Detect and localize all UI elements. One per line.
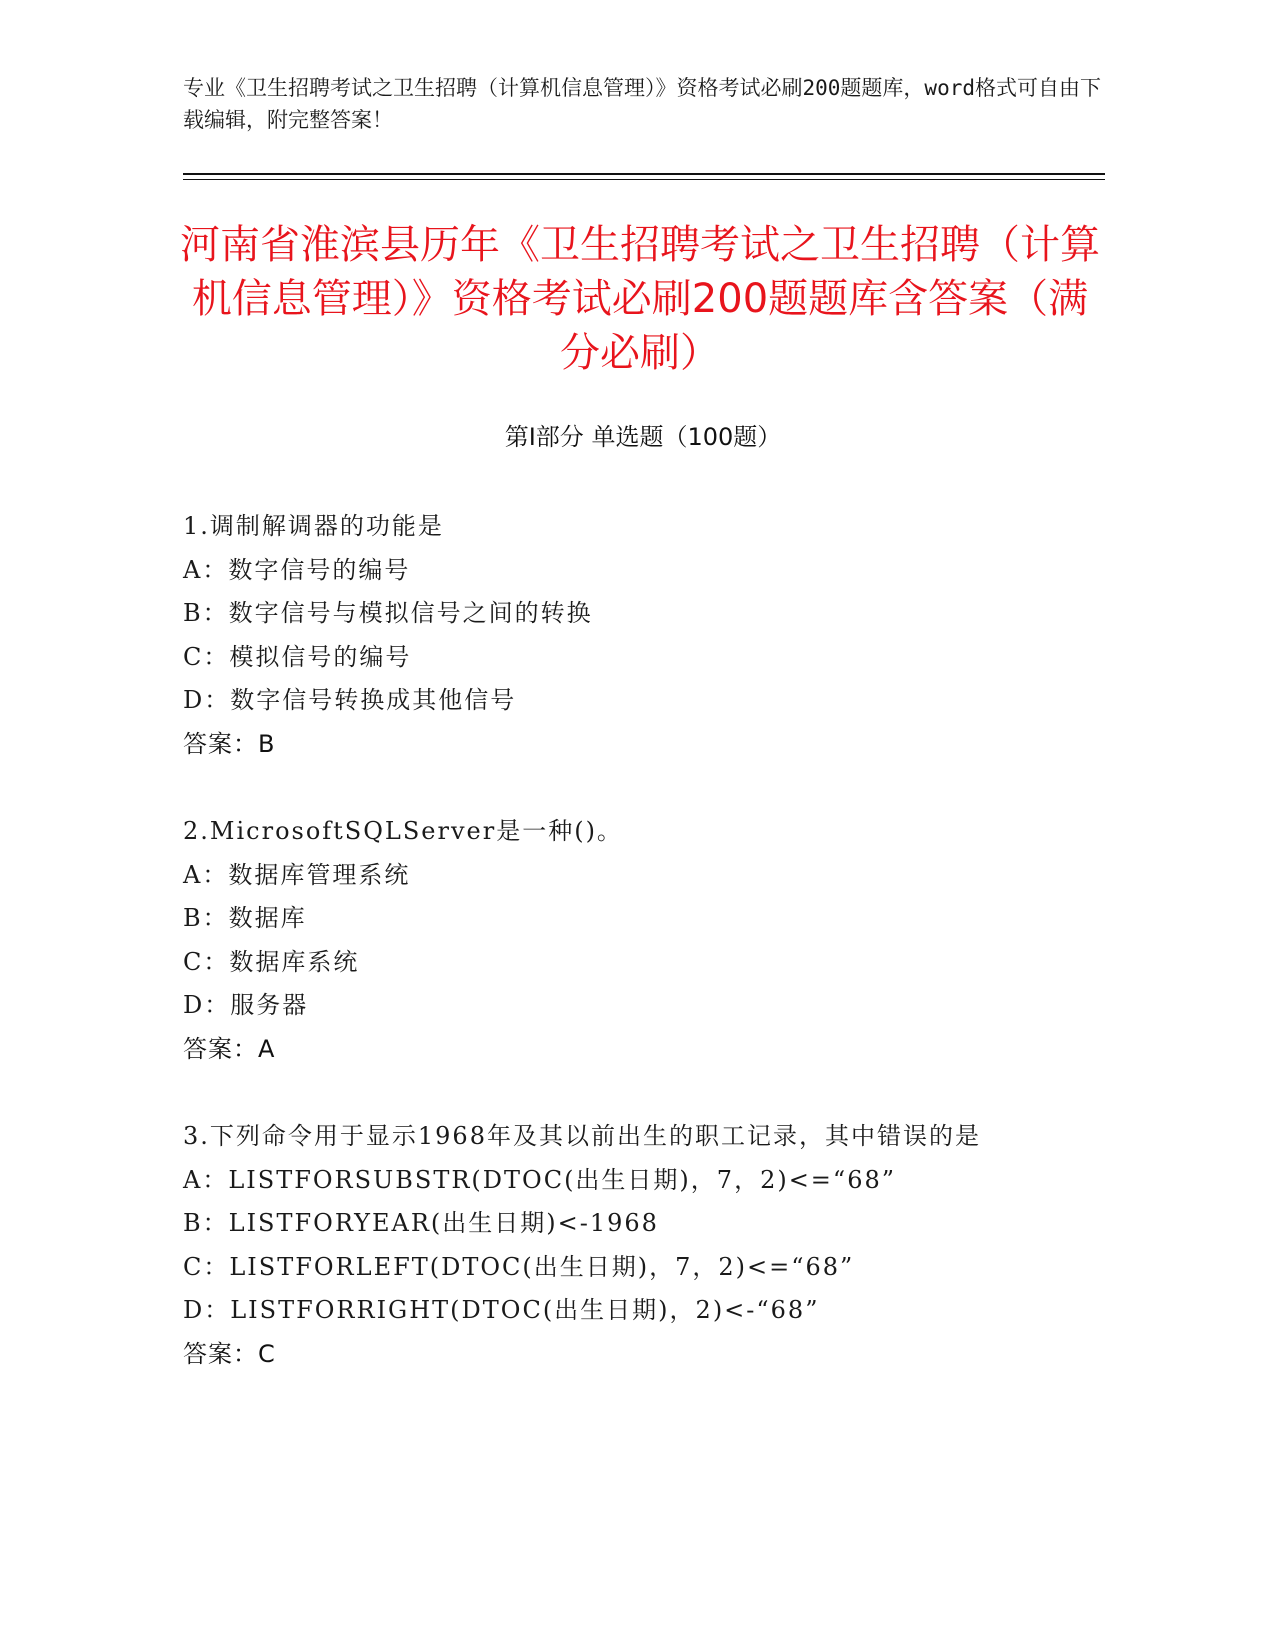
option-b: B：数据库 <box>183 904 307 932</box>
question-3 <box>183 1115 1103 1376</box>
question-stem: 2.MicrosoftSQLServer是一种()。 <box>183 817 623 845</box>
section-title: 第Ⅰ部分 单选题（100题） <box>504 423 782 451</box>
option-c: C：模拟信号的编号 <box>183 642 412 671</box>
question-stem: 1.调制解调器的功能是 <box>183 512 444 540</box>
answer: 答案：A <box>183 1034 276 1063</box>
question-stem: 3.下列命令用于显示1968年及其以前出生的职工记录，其中错误的是 <box>183 1122 981 1150</box>
answer: 答案：C <box>183 1339 276 1368</box>
option-a: A：数字信号的编号 <box>183 555 411 584</box>
option-a: A：LISTFORSUBSTR(DTOC(出生日期)，7，2)<=“68” <box>183 1165 896 1194</box>
option-d: D：数字信号转换成其他信号 <box>183 686 517 714</box>
answer: 答案：B <box>183 729 276 758</box>
option-b: B：LISTFORYEAR(出生日期)<-1968 <box>183 1209 659 1237</box>
question-2 <box>183 810 1103 1071</box>
option-d: D：服务器 <box>183 991 309 1019</box>
question-list <box>183 505 1103 1420</box>
document-title: 河南省淮滨县历年《卫生招聘考试之卫生招聘（计算机信息管理）》资格考试必刷200题题库含答案（满分必刷） <box>180 222 1100 376</box>
option-a: A：数据库管理系统 <box>183 860 411 889</box>
option-c: C：数据库系统 <box>183 947 360 976</box>
option-c: C：LISTFORLEFT(DTOC(出生日期)，7，2)<=“68” <box>183 1252 855 1281</box>
header-divider-thick <box>183 173 1105 175</box>
option-d: D：LISTFORRIGHT(DTOC(出生日期)，2)<-“68” <box>183 1296 820 1324</box>
question-1 <box>183 505 1103 766</box>
header-divider-thin <box>183 179 1105 180</box>
option-b: B：数字信号与模拟信号之间的转换 <box>183 599 593 627</box>
header-note: 专业《卫生招聘考试之卫生招聘（计算机信息管理）》资格考试必刷200题题库，word格式可自由下载编辑，附完整答案！ <box>183 76 1101 132</box>
